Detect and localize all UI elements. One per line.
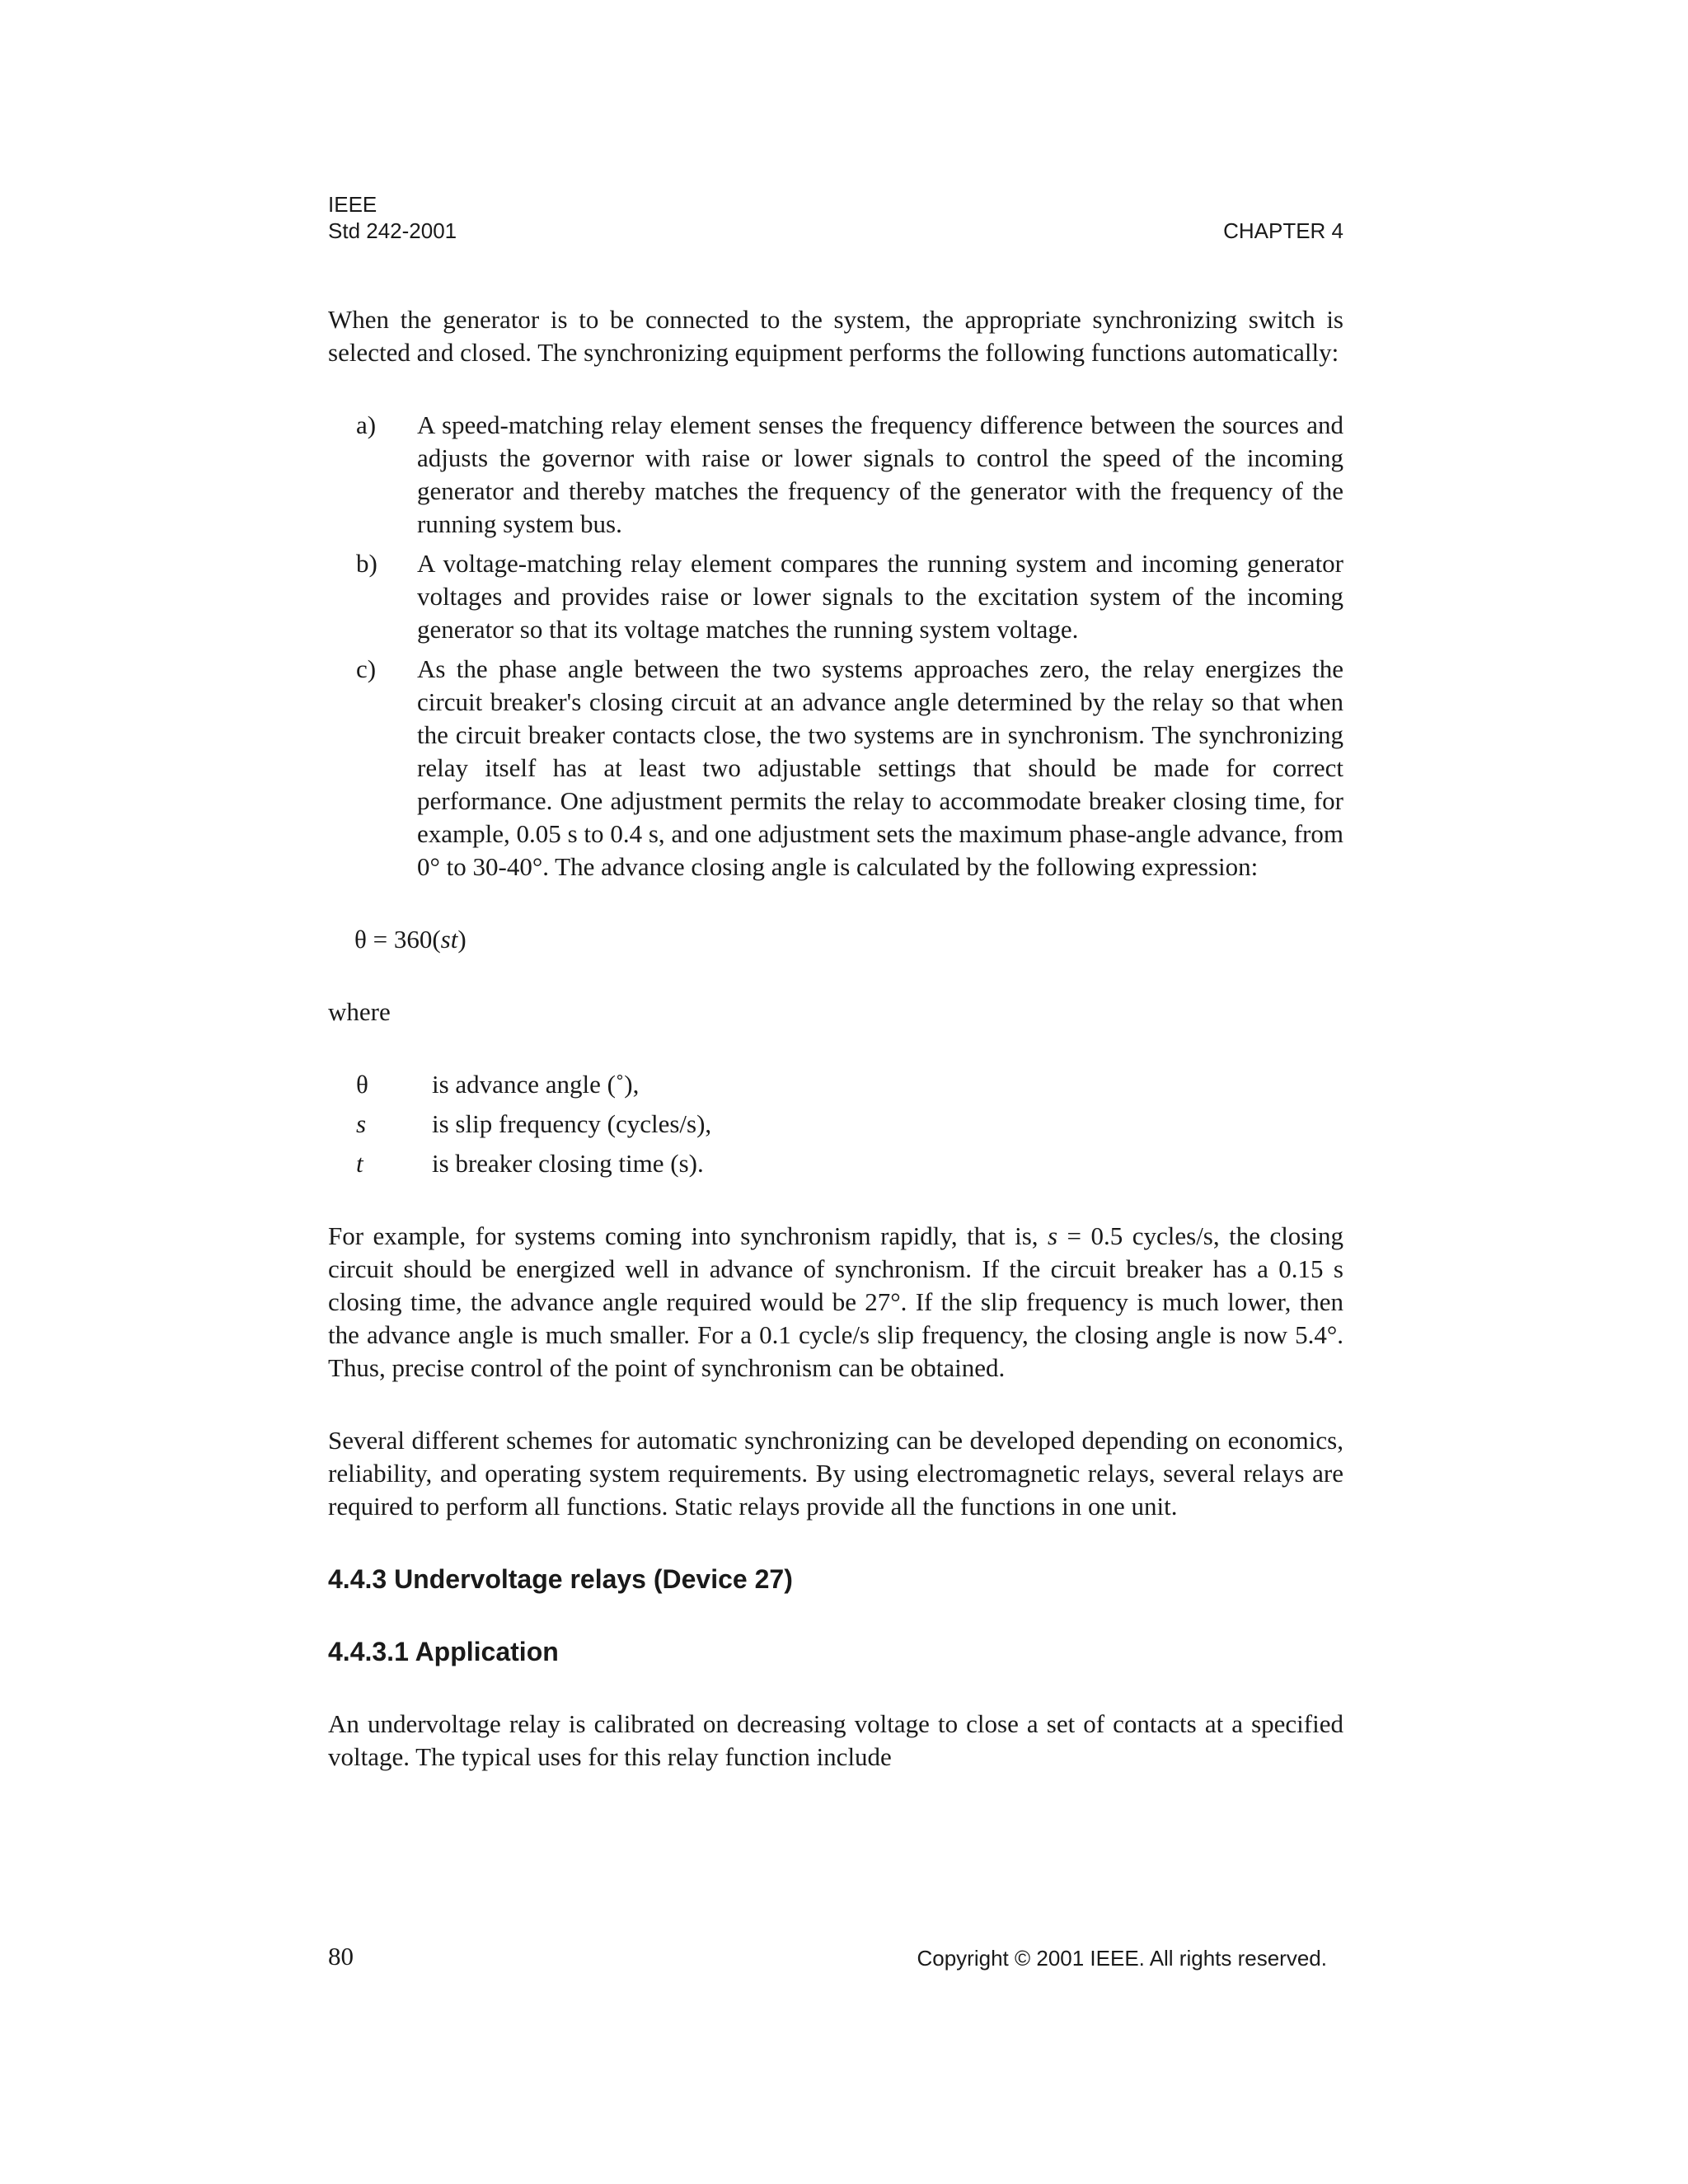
- equation-rhs: ): [457, 925, 467, 954]
- equation-variables: st: [440, 925, 458, 954]
- header-std: Std 242-2001: [328, 218, 457, 243]
- variable-description: is breaker closing time (s).: [432, 1149, 704, 1178]
- list-marker: c): [356, 654, 377, 683]
- variable-row: [328, 1147, 1343, 1180]
- header-chapter: CHAPTER 4: [1223, 218, 1343, 243]
- advance-angle-equation: [328, 923, 1343, 956]
- variable-row: [328, 1108, 1343, 1141]
- variable-description: is advance angle (˚),: [432, 1070, 640, 1099]
- section-heading-4-4-3: 4.4.3 Undervoltage relays (Device 27): [328, 1564, 793, 1594]
- section-heading-4-4-3-1: 4.4.3.1 Application: [328, 1637, 559, 1666]
- list-item-text: A voltage-matching relay element compares the running system and incoming generator voltages and provides raise or lower signals to the excitation system of the incoming generator so that its voltage matches the running system voltage.: [417, 549, 1343, 644]
- function-list: [328, 409, 1343, 883]
- list-marker: b): [356, 549, 377, 578]
- slip-variable: s: [1048, 1221, 1058, 1250]
- example-text-end: = 0.5 cycles/s, the closing circuit should be energized well in advance of synchronism. If the circuit breaker has a 0.15 s closing time, the advance angle required would be 27°. If the slip frequency is much lower, then the advance angle is much smaller. For a 0.1 cycle/s slip frequency, the closing angle is now 5.4°. Thus, precise control of the point of synchronism can be obtained.: [328, 1221, 1343, 1382]
- page-body: [328, 303, 1343, 1774]
- intro-paragraph: When the generator is to be connected to the system, the appropriate synchronizing switch is selected and closed. The synchronizing equipment performs the following functions automatically:: [328, 305, 1343, 367]
- example-paragraph: [328, 1220, 1343, 1385]
- where-label: where: [328, 997, 391, 1026]
- variable-symbol: t: [356, 1149, 363, 1178]
- schemes-paragraph: Several different schemes for automatic synchronizing can be developed depending on economics, reliability, and operating system requirements. By using electromagnetic relays, several relays are required to perform all functions. Static relays provide all the functions in one unit.: [328, 1426, 1343, 1521]
- variable-row: [328, 1068, 1343, 1101]
- list-item: [328, 653, 1343, 883]
- list-item-text: As the phase angle between the two systems approaches zero, the relay energizes the circuit breaker's closing circuit at an advance angle determined by the relay so that when the circuit breaker contacts close, the two systems are in synchronism. The synchronizing relay itself has at least two adjustable settings that should be made for correct performance. One adjustment permits the relay to accommodate breaker closing time, for example, 0.05 s to 0.4 s, and one adjustment sets the maximum phase-angle advance, from 0° to 30-40°. The advance closing angle is calculated by the following expression:: [417, 654, 1343, 881]
- header-org: IEEE: [328, 192, 377, 217]
- variable-symbol: s: [356, 1109, 367, 1138]
- list-marker: a): [356, 410, 377, 439]
- list-item-text: A speed-matching relay element senses the frequency difference between the sources and adjusts the governor with raise or lower signals to control the speed of the incoming generator and thereby matches the frequency of the generator with the frequency of the running system bus.: [417, 410, 1343, 538]
- variable-symbol: θ: [356, 1070, 368, 1099]
- equation-lhs: θ = 360(: [354, 925, 441, 954]
- running-header-left: [328, 191, 457, 244]
- variable-definitions: [328, 1068, 1343, 1180]
- list-item: [328, 547, 1343, 646]
- copyright-notice: Copyright © 2001 IEEE. All rights reserved.: [917, 1946, 1327, 1971]
- application-paragraph: An undervoltage relay is calibrated on decreasing voltage to close a set of contacts at a specified voltage. The typical uses for this relay function include: [328, 1709, 1343, 1771]
- example-text-start: For example, for systems coming into synchronism rapidly, that is,: [328, 1221, 1048, 1250]
- list-item: [328, 409, 1343, 541]
- variable-description: is slip frequency (cycles/s),: [432, 1109, 712, 1138]
- page-number: 80: [328, 1942, 354, 1971]
